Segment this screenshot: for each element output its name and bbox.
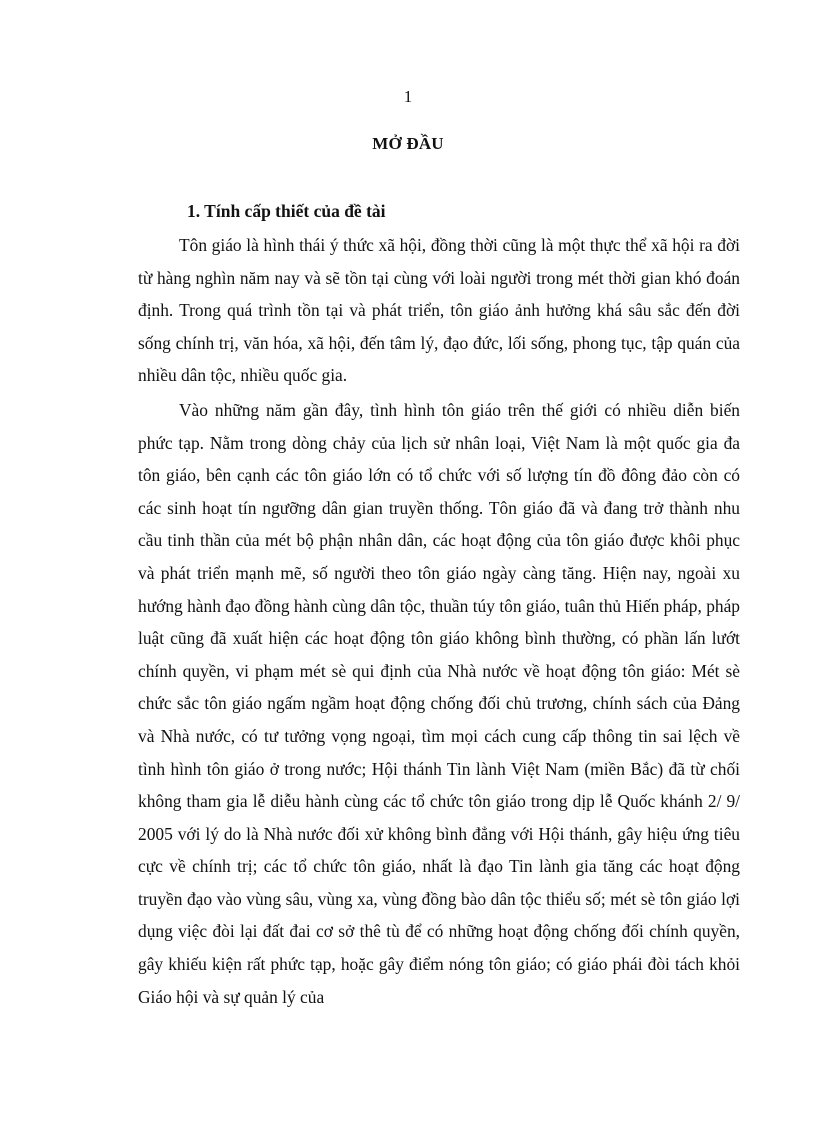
page-title: MỞ ĐẦU	[372, 134, 444, 153]
body-text	[138, 229, 740, 1013]
section-heading: 1. Tính cấp thiết của đề tài	[187, 201, 386, 221]
paragraph-2: Vào những năm gần đây, tình hình tôn giáo trên thế giới có nhiều diễn biến phức tạp. Nằm trong dòng chảy của lịch sử nhân loại, Việt Nam là một quốc gia đa tôn giáo, bên cạnh các tôn giáo lớn có tổ chức với số lượng tín đồ đông đảo còn có các sinh hoạt tín ngưỡng dân gian truyền thống. Tôn giáo đã và đang trở thành nhu cầu tinh thần của mét bộ phận nhân dân, các hoạt động của tôn giáo được khôi phục và phát triển mạnh mẽ, số người theo tôn giáo ngày càng tăng. Hiện nay, ngoài xu hướng hành đạo đồng hành cùng dân tộc, thuần túy tôn giáo, tuân thủ Hiến pháp, pháp luật cũng đã xuất hiện các hoạt động tôn giáo không bình thường, có phần lấn lướt chính quyền, vi phạm mét sè qui định của Nhà nước về hoạt động tôn giáo: Mét sè chức sắc tôn giáo ngấm ngầm hoạt động chống đối chủ trương, chính sách của Đảng và Nhà nước, có tư tưởng vọng ngoại, tìm mọi cách cung cấp thông tin sai lệch về tình hình tôn giáo ở trong nước; Hội thánh Tin lành Việt Nam (miền Bắc) đã từ chối không tham gia lễ diễu hành cùng các tổ chức tôn giáo trong dịp lễ Quốc khánh 2/ 9/ 2005 với lý do là Nhà nước đối xử không bình đẳng với Hội thánh, gây hiệu ứng tiêu cực về chính trị; các tổ chức tôn giáo, nhất là đạo Tin lành gia tăng các hoạt động truyền đạo vào vùng sâu, vùng xa, vùng đồng bào dân tộc thiểu số; mét sè tôn giáo lợi dụng việc đòi lại đất đai cơ sở thê tù để có những hoạt động chống đối chính quyền, gây khiếu kiện rất phức tạp, hoặc gây điểm nóng tôn giáo; có giáo phái đòi tách khỏi Giáo hội và sự quản lý của	[138, 399, 740, 1007]
page-number: 1	[403, 87, 413, 106]
paragraph-1: Tôn giáo là hình thái ý thức xã hội, đồng thời cũng là một thực thể xã hội ra đời từ hàng nghìn năm nay và sẽ tồn tại cùng với loài người trong mét thời gian khó đoán định. Trong quá trình tồn tại và phát triển, tôn giáo ảnh hưởng khá sâu sắc đến đời sống chính trị, văn hóa, xã hội, đến tâm lý, đạo đức, lối sống, phong tục, tập quán của nhiều dân tộc, nhiều quốc gia.	[138, 235, 740, 386]
